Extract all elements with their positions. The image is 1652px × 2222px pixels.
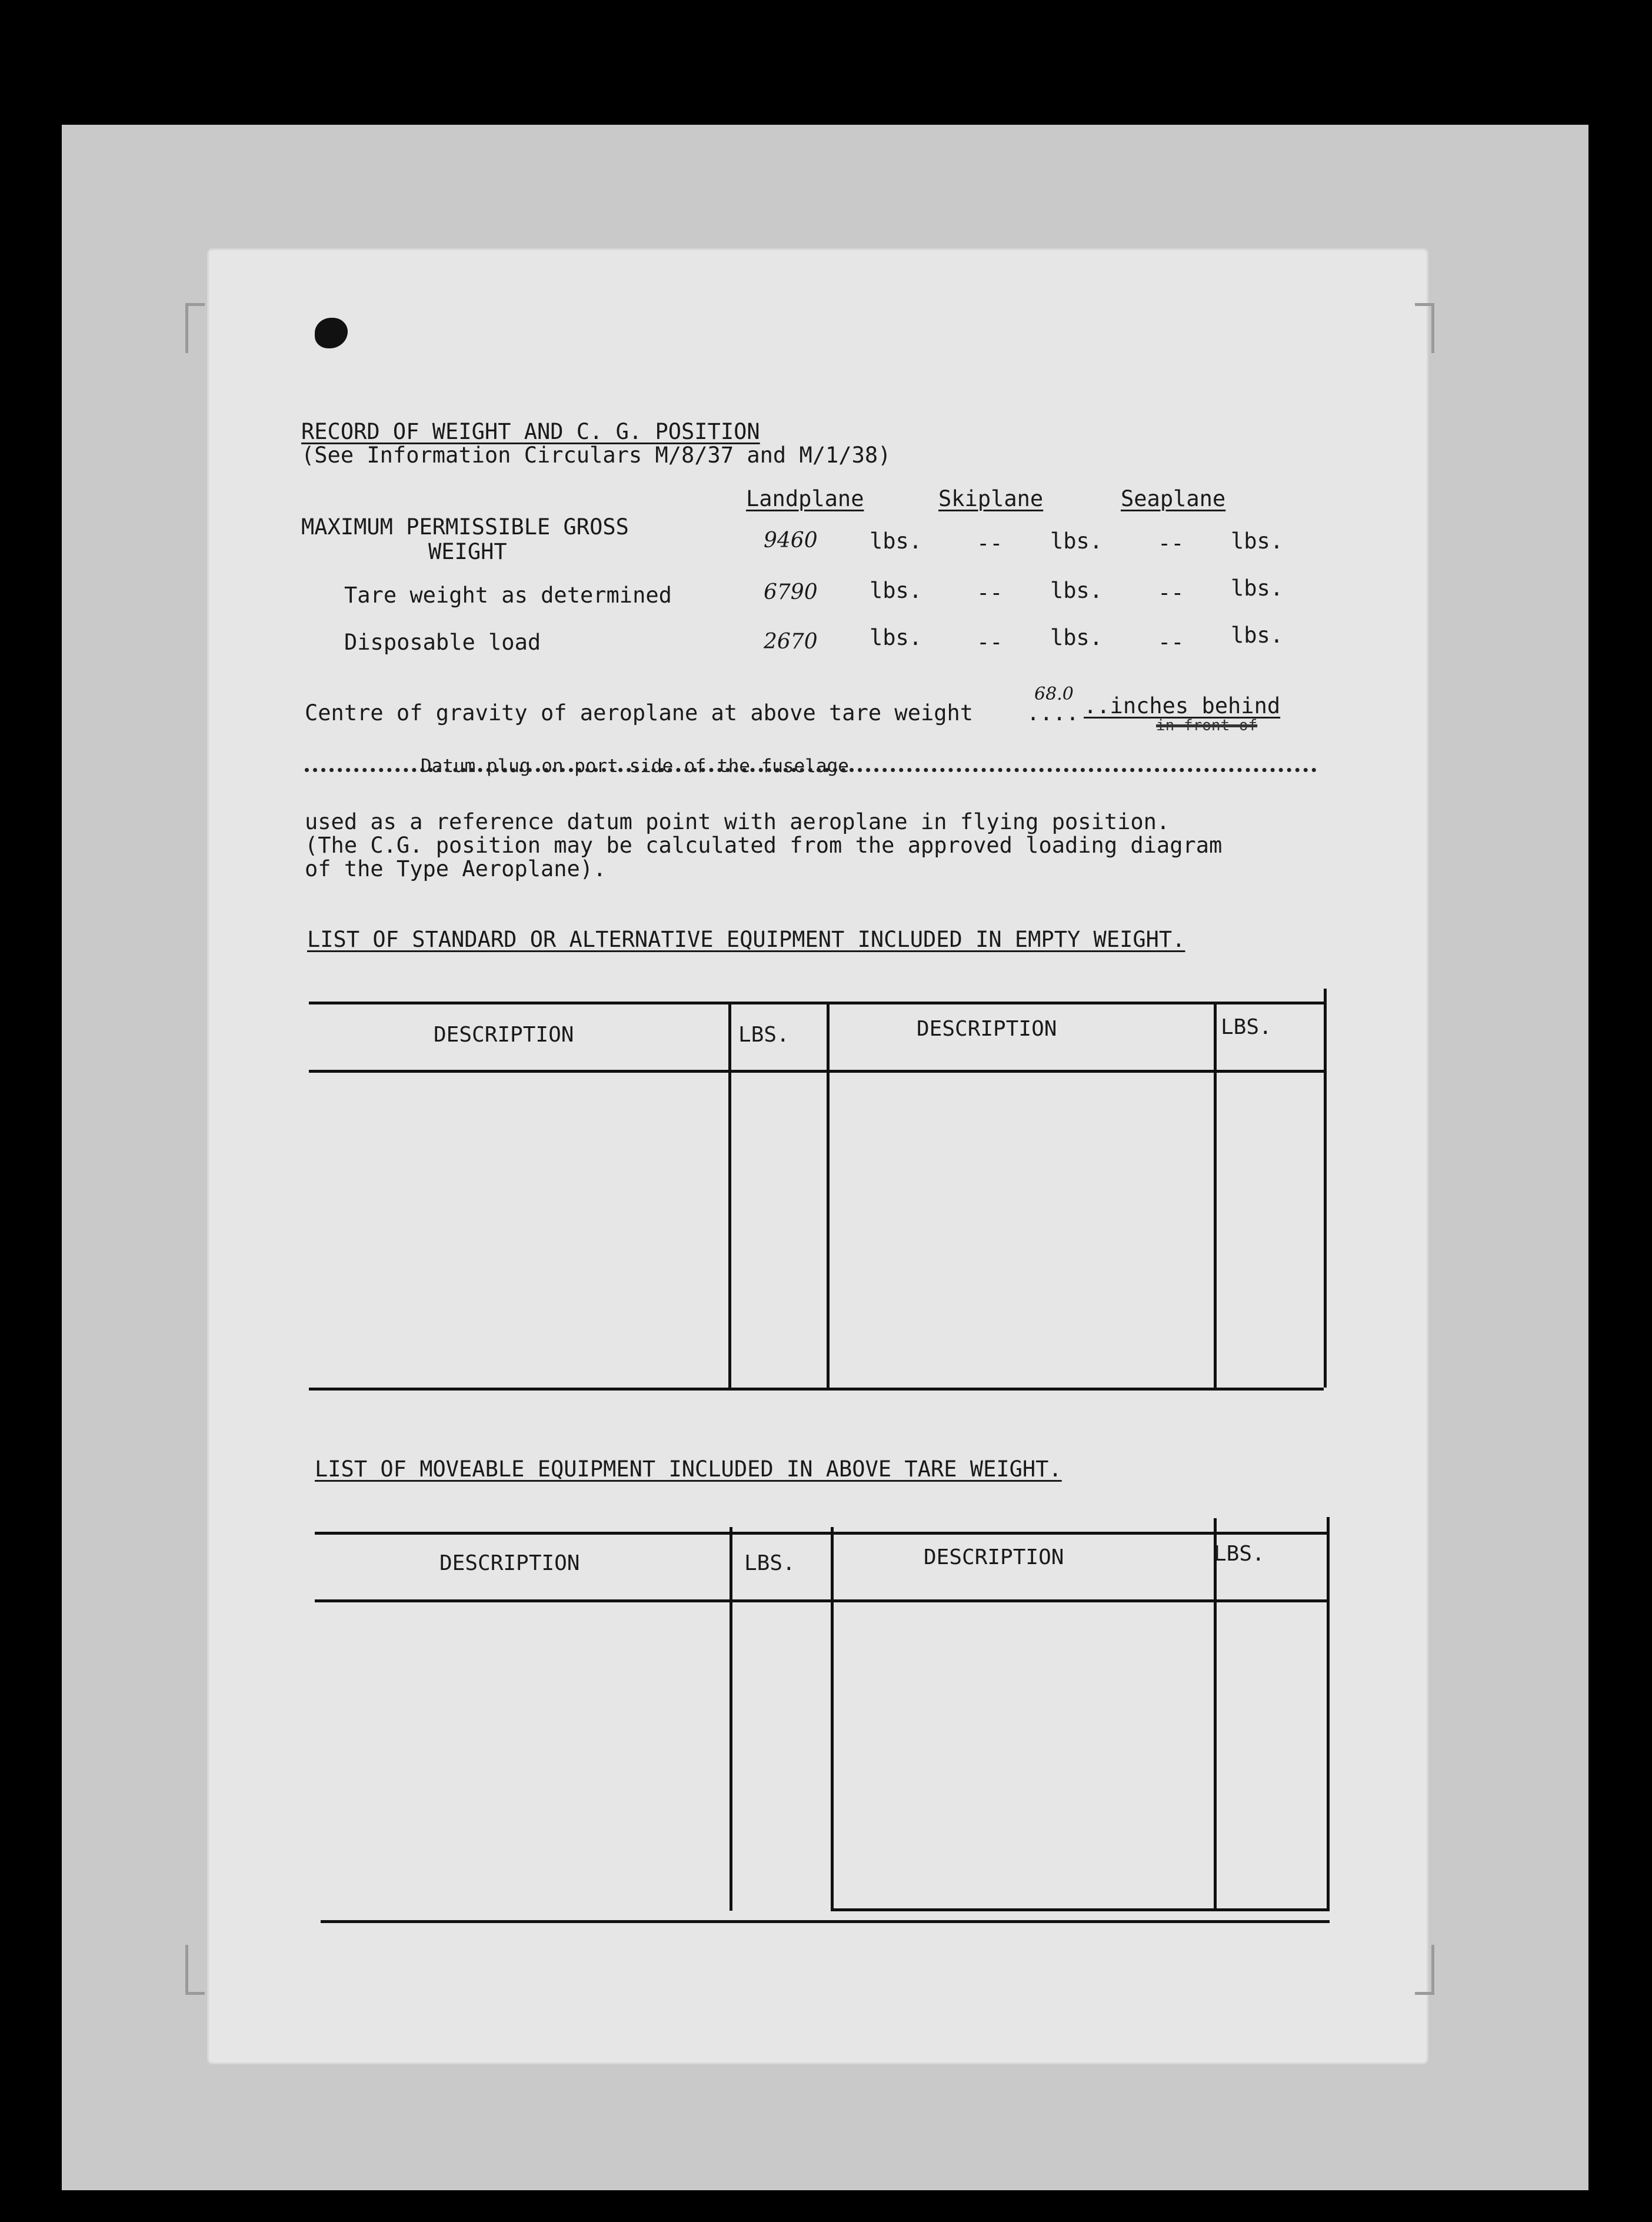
cg-suffix: ..inches behind [1084, 693, 1281, 719]
table-column-divider [1214, 1002, 1217, 1388]
tare-skiplane-value: -- [977, 580, 1003, 606]
record-subtitle: (See Information Circulars M/8/37 and M/1/38) [301, 443, 891, 468]
cg-line-prefix: Centre of gravity of aeroplane at above tare weight [305, 700, 974, 726]
table-column-divider [728, 1002, 731, 1388]
table-column-divider [827, 1002, 830, 1388]
table-column-divider [831, 1527, 834, 1911]
column-skiplane: Skiplane [938, 486, 1044, 511]
table-right-border [1324, 989, 1327, 1388]
table-header-border [315, 1599, 1330, 1602]
table-column-divider [1214, 1518, 1217, 1910]
corner-mark [1415, 303, 1434, 353]
header-lbs: LBS. [1214, 1542, 1265, 1566]
unit-lbs: lbs. [1050, 528, 1103, 554]
table-column-divider [730, 1527, 732, 1911]
disposable-landplane-value: 2670 [764, 630, 818, 654]
standard-equipment-title: LIST OF STANDARD OR ALTERNATIVE EQUIPMENT INCLUDED IN EMPTY WEIGHT. [307, 927, 1185, 952]
gross-landplane-value: 9460 [764, 528, 818, 553]
unit-lbs: lbs. [870, 578, 922, 603]
header-description: DESCRIPTION [439, 1551, 580, 1575]
disposable-skiplane-value: -- [977, 630, 1003, 655]
header-description: DESCRIPTION [434, 1023, 574, 1047]
table-top-border [315, 1532, 1330, 1535]
unit-lbs: lbs. [1231, 576, 1284, 601]
unit-lbs: lbs. [1050, 578, 1103, 603]
header-lbs: LBS. [1221, 1015, 1272, 1039]
row-tare-label: Tare weight as determined [344, 583, 672, 608]
table-bottom-border [321, 1920, 1330, 1923]
header-description: DESCRIPTION [924, 1545, 1064, 1569]
corner-mark [1415, 1945, 1434, 1995]
table-header-border [309, 1070, 1324, 1073]
column-seaplane: Seaplane [1121, 486, 1226, 511]
table-bottom-border [309, 1388, 1324, 1391]
row-disposable-label: Disposable load [344, 630, 541, 655]
header-lbs: LBS. [744, 1551, 795, 1575]
record-title: RECORD OF WEIGHT AND C. G. POSITION [301, 419, 760, 444]
datum-description: Datum plug on port side of the fuselage [421, 756, 849, 777]
note-line-3: of the Type Aeroplane). [305, 856, 607, 882]
unit-lbs: lbs. [1231, 528, 1284, 554]
moveable-equipment-title: LIST OF MOVEABLE EQUIPMENT INCLUDED IN ABOVE TARE WEIGHT. [315, 1456, 1062, 1482]
cg-struck-text: in front of [1156, 717, 1258, 734]
tare-seaplane-value: -- [1158, 580, 1184, 606]
corner-mark [185, 1945, 205, 1995]
unit-lbs: lbs. [870, 625, 922, 650]
tare-landplane-value: 6790 [764, 580, 818, 604]
note-line-2: (The C.G. position may be calculated from the approved loading diagram [305, 833, 1223, 858]
corner-mark [185, 303, 205, 353]
cg-leader: .... [1027, 700, 1080, 726]
unit-lbs: lbs. [1050, 625, 1103, 650]
header-description: DESCRIPTION [917, 1017, 1057, 1041]
cg-value: 68.0 [1034, 684, 1074, 704]
row-gross-label-2: WEIGHT [428, 539, 507, 564]
table-right-border [1327, 1517, 1330, 1910]
note-line-1: used as a reference datum point with aeroplane in flying position. [305, 809, 1170, 834]
disposable-seaplane-value: -- [1158, 630, 1184, 655]
column-landplane: Landplane [746, 486, 864, 511]
gross-seaplane-value: -- [1158, 531, 1184, 556]
unit-lbs: lbs. [1231, 623, 1284, 648]
table-bottom-border [831, 1908, 1330, 1911]
unit-lbs: lbs. [870, 528, 922, 554]
row-gross-label-1: MAXIMUM PERMISSIBLE GROSS [301, 514, 629, 540]
table-top-border [309, 1002, 1324, 1004]
dotted-leader [305, 768, 1317, 772]
gross-skiplane-value: -- [977, 531, 1003, 556]
header-lbs: LBS. [738, 1023, 790, 1047]
